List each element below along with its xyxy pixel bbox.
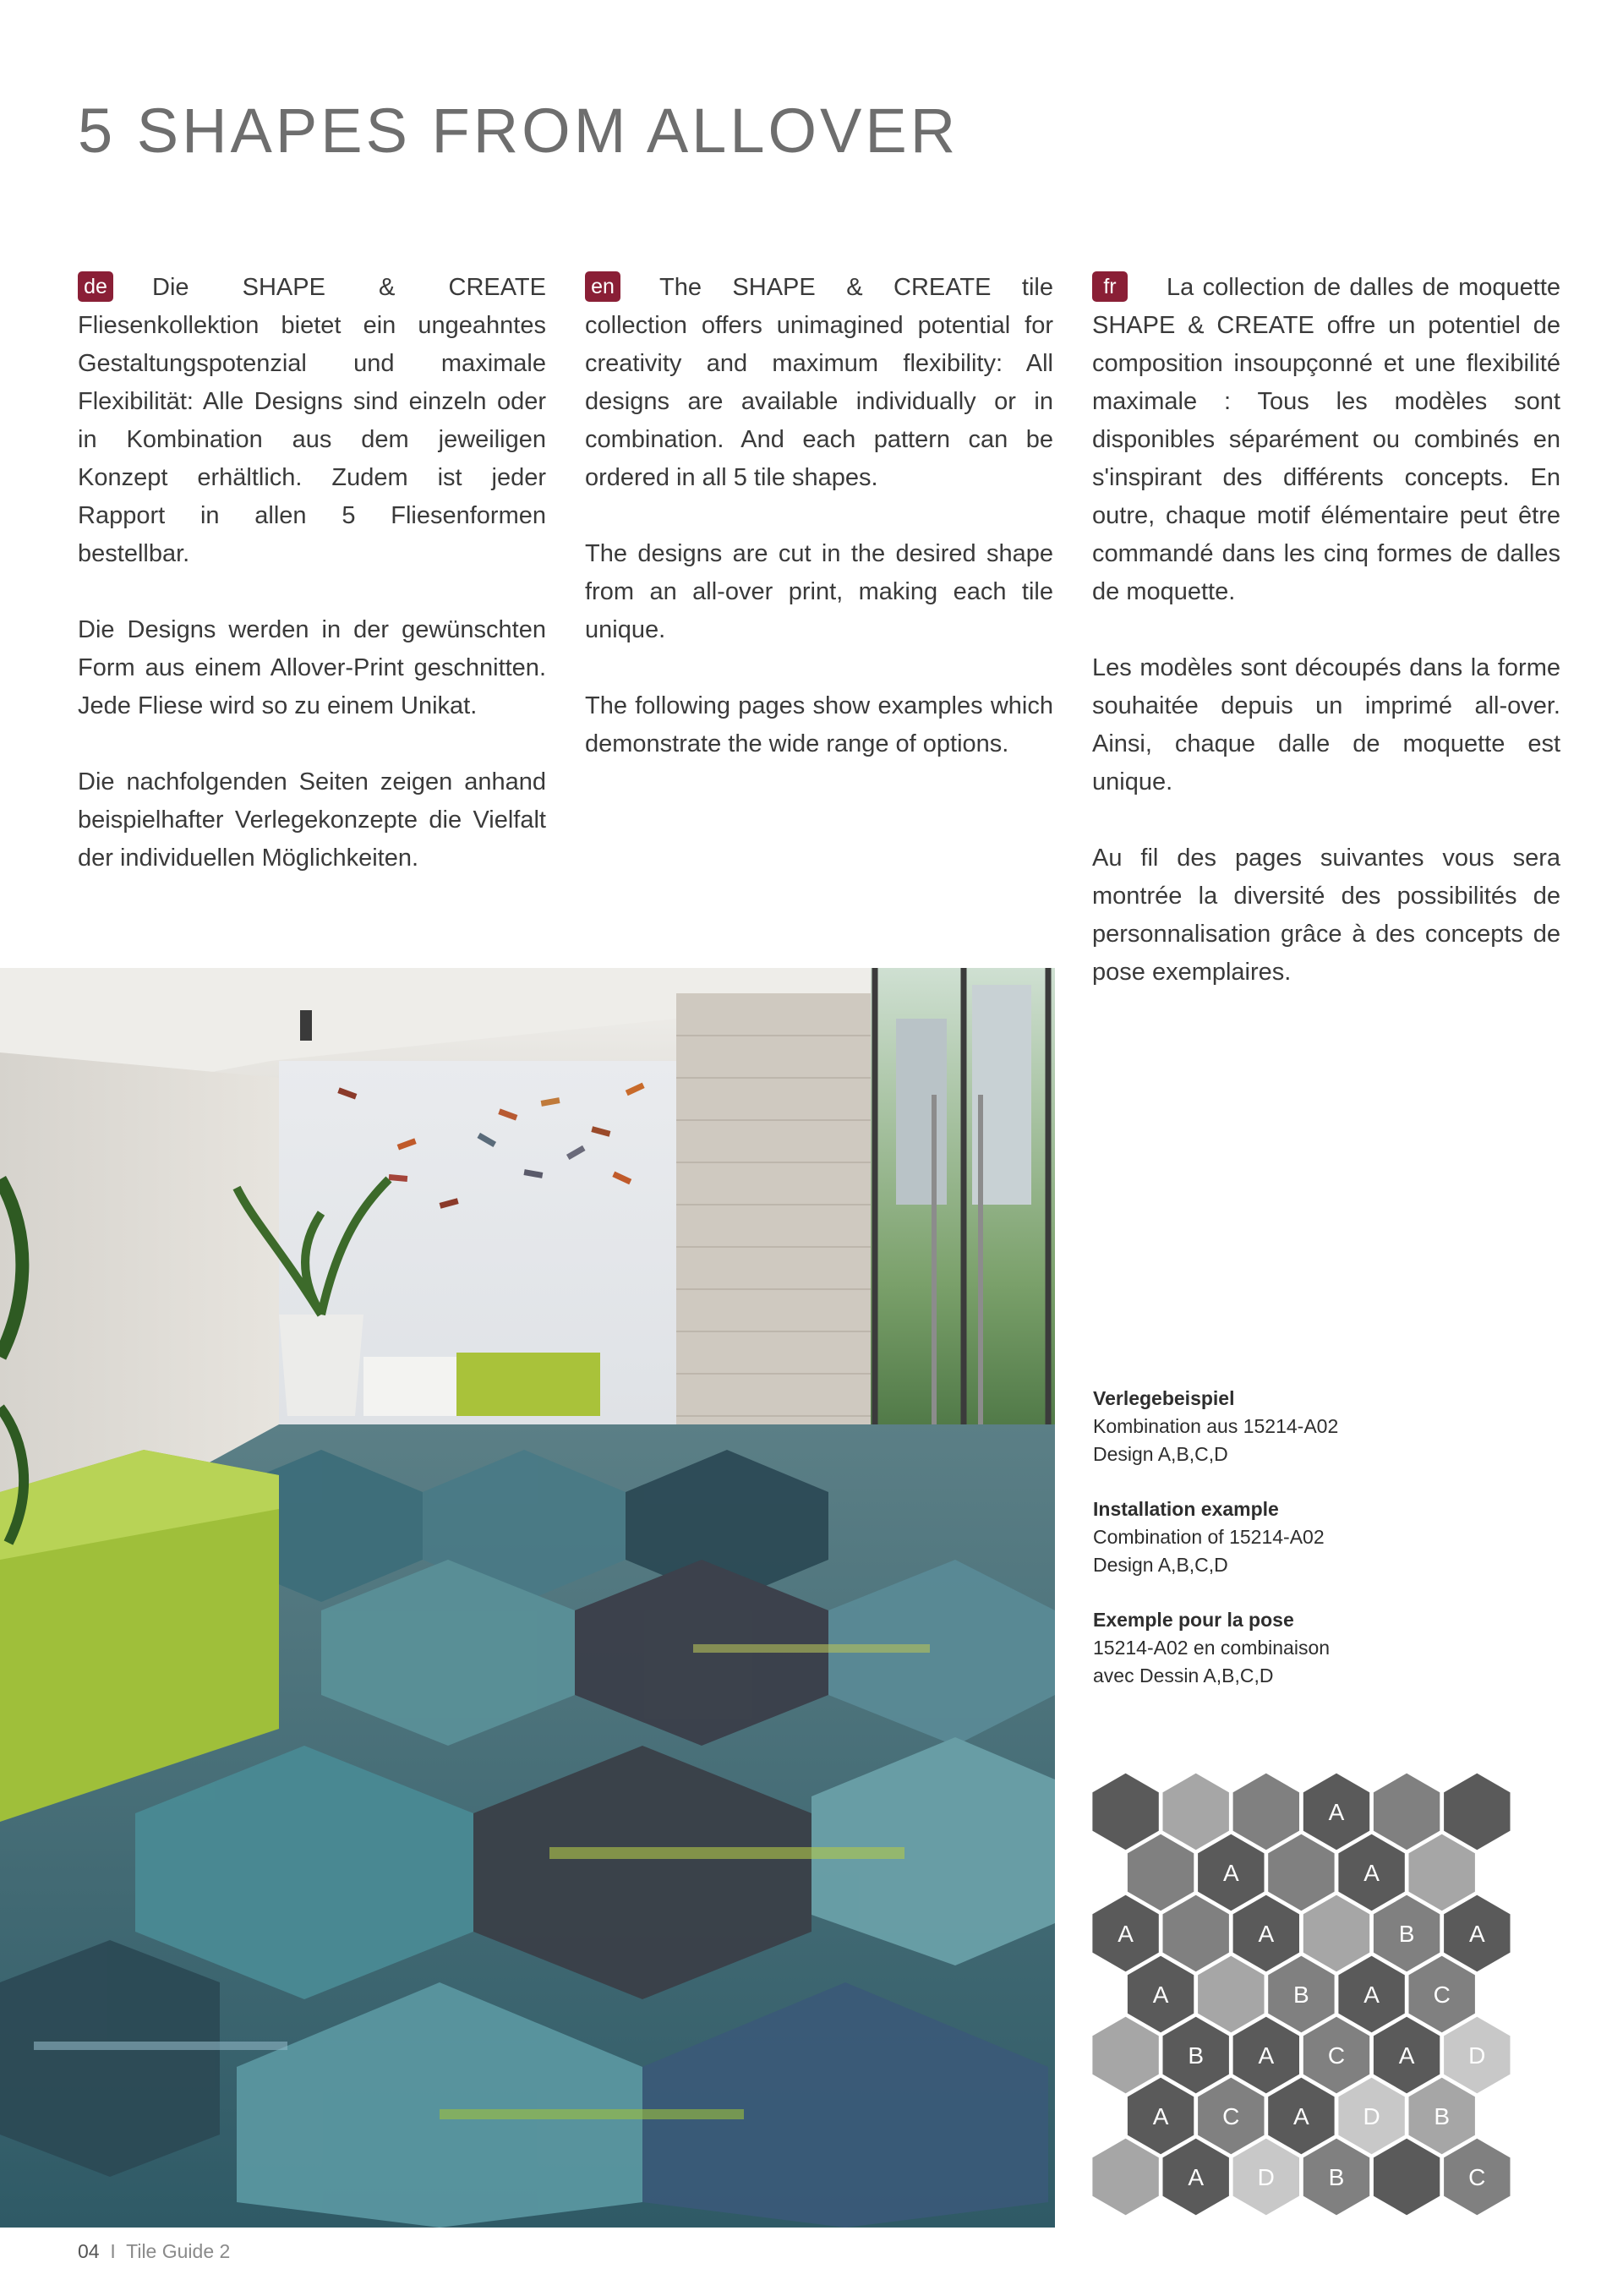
paragraph: Au fil des pages suivantes vous sera montrée la diversité des possibilités de personnalisation grâce à des concepts de pose exemplaires.: [1092, 845, 1560, 986]
hex-tile-label: A: [1328, 1799, 1345, 1825]
hex-tile-label: A: [1468, 1921, 1485, 1947]
paragraph: en The SHAPE & CREATE tile collection offers unimagined potential for creativity and maximum flexibility: All designs are available individually or in combination. And each pattern can be ordered in all 5 tile shapes.: [585, 269, 1053, 497]
hex-tile-label: A: [1258, 2042, 1275, 2069]
text-column-de: [78, 269, 546, 877]
hex-tile-label: A: [1363, 1860, 1380, 1886]
paragraph: de Die SHAPE & CREATE Fliesenkollektion bietet ein ungeahntes Gestaltungspotenzial und maximale Flexibilität: Alle Designs sind einzeln oder in Kombination aus dem jeweiligen Konzept erhältlich. Zudem ist jeder Rapport in allen 5 Fliesenformen bestellbar.: [78, 269, 546, 573]
caption-en: [1093, 1495, 1566, 1579]
text-column-en: [585, 269, 1053, 763]
hex-tile-label: A: [1152, 2103, 1169, 2129]
hex-tile-label: B: [1188, 2042, 1205, 2069]
hex-tile-label: A: [1398, 2042, 1415, 2069]
paragraph: Les modèles sont découpés dans la forme souhaitée depuis un imprimé all-over. Ainsi, chaque dalle de moquette est unique.: [1092, 654, 1560, 795]
hex-tile-label: A: [1222, 1860, 1239, 1886]
language-badge-en: en: [585, 271, 620, 302]
image-caption: [1093, 1385, 1566, 1717]
paragraph: Die nachfolgenden Seiten zeigen anhand beispielhafter Verlegekonzepte die Vielfalt der individuellen Möglichkeiten.: [78, 768, 546, 872]
footer-title: Tile Guide 2: [126, 2240, 231, 2262]
hex-tile-label: D: [1257, 2164, 1275, 2190]
hex-tile-label: D: [1468, 2042, 1486, 2069]
paragraph: The following pages show examples which demonstrate the wide range of options.: [585, 692, 1053, 757]
caption-heading: Verlegebeispiel: [1093, 1387, 1235, 1409]
language-badge-fr: fr: [1092, 271, 1128, 302]
paragraph: The designs are cut in the desired shape from an all-over print, making each tile unique.: [585, 540, 1053, 643]
caption-line: Combination of 15214-A02: [1093, 1526, 1325, 1548]
caption-heading: Installation example: [1093, 1498, 1279, 1520]
hex-tile-label: C: [1468, 2164, 1486, 2190]
hex-tile-label: C: [1327, 2042, 1346, 2069]
caption-line: Kombination aus 15214-A02: [1093, 1415, 1339, 1437]
hex-tile-label: B: [1328, 2164, 1345, 2190]
hex-tile-label: A: [1293, 2103, 1309, 2129]
caption-fr: [1093, 1606, 1566, 1690]
hex-tile-label: A: [1118, 1921, 1134, 1947]
hex-tile-label: A: [1258, 1921, 1275, 1947]
hex-tile-label: A: [1152, 1982, 1169, 2008]
language-badge-de: de: [78, 271, 113, 302]
caption-heading: Exemple pour la pose: [1093, 1609, 1294, 1631]
hex-tile-label: B: [1434, 2103, 1451, 2129]
caption-de: [1093, 1385, 1566, 1468]
paragraph: fr La collection de dalles de moquette SHAPE & CREATE offre un potentiel de composition insoupçonné et une flexibilité maximale : Tous les modèles sont disponibles séparément ou combinés en s'inspirant des différents concepts. En outre, chaque motif élémentaire peut être commandé dans les cinq formes de dalles de moquette.: [1092, 269, 1560, 611]
hex-tile-label: A: [1188, 2164, 1205, 2190]
hex-tile-label: D: [1363, 2103, 1380, 2129]
caption-line: 15214-A02 en combinaison: [1093, 1637, 1331, 1659]
caption-line: Design A,B,C,D: [1093, 1554, 1228, 1576]
page-title: 5 SHAPES FROM ALLOVER: [78, 96, 959, 166]
footer-separator: I: [110, 2240, 116, 2262]
page-footer: [78, 2240, 230, 2263]
text-column-fr: [1092, 269, 1560, 992]
page-number: 04: [78, 2240, 100, 2262]
hex-tile-label: C: [1222, 2103, 1240, 2129]
paragraph: Die Designs werden in der gewünschten Form aus einem Allover-Print geschnitten. Jede Fliese wird so zu einem Unikat.: [78, 616, 546, 719]
hex-tile-label: C: [1433, 1982, 1451, 2008]
caption-line: avec Dessin A,B,C,D: [1093, 1665, 1274, 1686]
hex-tile-label: A: [1363, 1982, 1380, 2008]
room-photo: [0, 968, 1055, 2228]
caption-line: Design A,B,C,D: [1093, 1443, 1228, 1465]
hex-tile-label: B: [1293, 1982, 1309, 2008]
hex-tile-label: B: [1398, 1921, 1415, 1947]
hexagon-layout-diagram: [1090, 1771, 1547, 2228]
